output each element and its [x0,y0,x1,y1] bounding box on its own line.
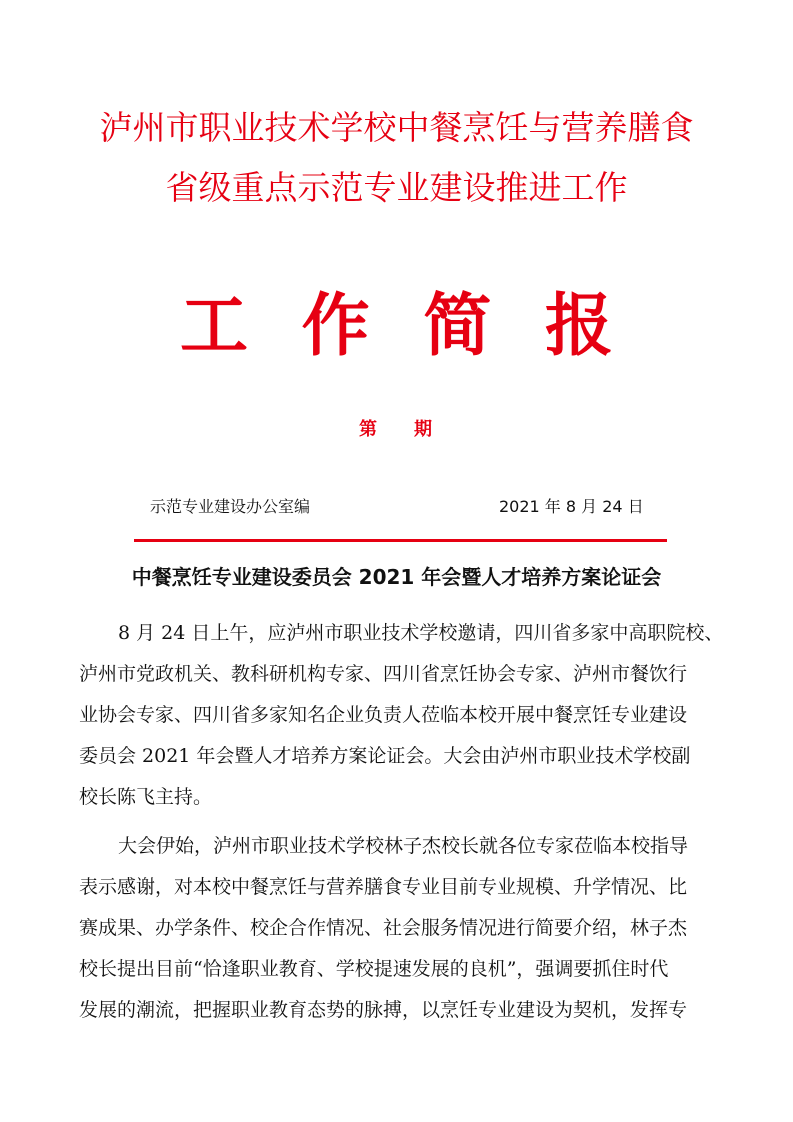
masthead-char: 作 [301,287,370,366]
masthead-char: 报 [545,287,614,366]
paragraph2-line: 发展的潮流，把握职业教育态势的脉搏，以烹饪专业建设为契机，发挥专 [79,999,688,1021]
paragraph2-line: 大会伊始，泸州市职业技术学校林子杰校长就各位专家莅临本校指导 [118,835,689,857]
paragraph1-line: 8 月 24 日上午，应泸州市职业技术学校邀请，四川省多家中高职院校、 [118,622,724,644]
issue-label-di: 第 [359,419,377,440]
paragraph2-line: 赛成果、办学条件、校企合作情况、社会服务情况进行简要介绍，林子杰 [79,917,688,939]
masthead-title [0,284,793,370]
paragraph1-line: 泸州市党政机关、教科研机构专家、四川省烹饪协会专家、泸州市餐饮行 [79,663,688,685]
editor-label: 示范专业建设办公室编 [150,497,311,516]
article-title: 中餐烹饪专业建设委员会 2021 年会暨人才培养方案论证会 [131,565,662,589]
masthead-char: 工 [179,287,248,366]
paragraph1-line: 校长陈飞主持。 [79,786,213,808]
header-title-line-1: 泸州市职业技术学校中餐烹饪与营养膳食 [99,108,694,147]
date-label: 2021 年 8 月 24 日 [499,497,644,516]
red-divider-rule [134,539,667,542]
paragraph2-line: 校长提出目前“恰逢职业教育、学校提速发展的良机”，强调要抓住时代 [79,958,669,980]
paragraph1-line: 业协会专家、四川省多家知名企业负责人莅临本校开展中餐烹饪专业建设 [79,704,688,726]
paragraph1-line: 委员会 2021 年会暨人才培养方案论证会。大会由泸州市职业技术学校副 [79,745,691,767]
header-title-line-2: 省级重点示范专业建设推进工作 [165,168,628,207]
paragraph2-line: 表示感谢，对本校中餐烹饪与营养膳食专业目前专业规模、升学情况、比 [79,876,688,898]
issue-label-qi: 期 [414,419,432,440]
masthead-char: 简 [423,287,492,366]
